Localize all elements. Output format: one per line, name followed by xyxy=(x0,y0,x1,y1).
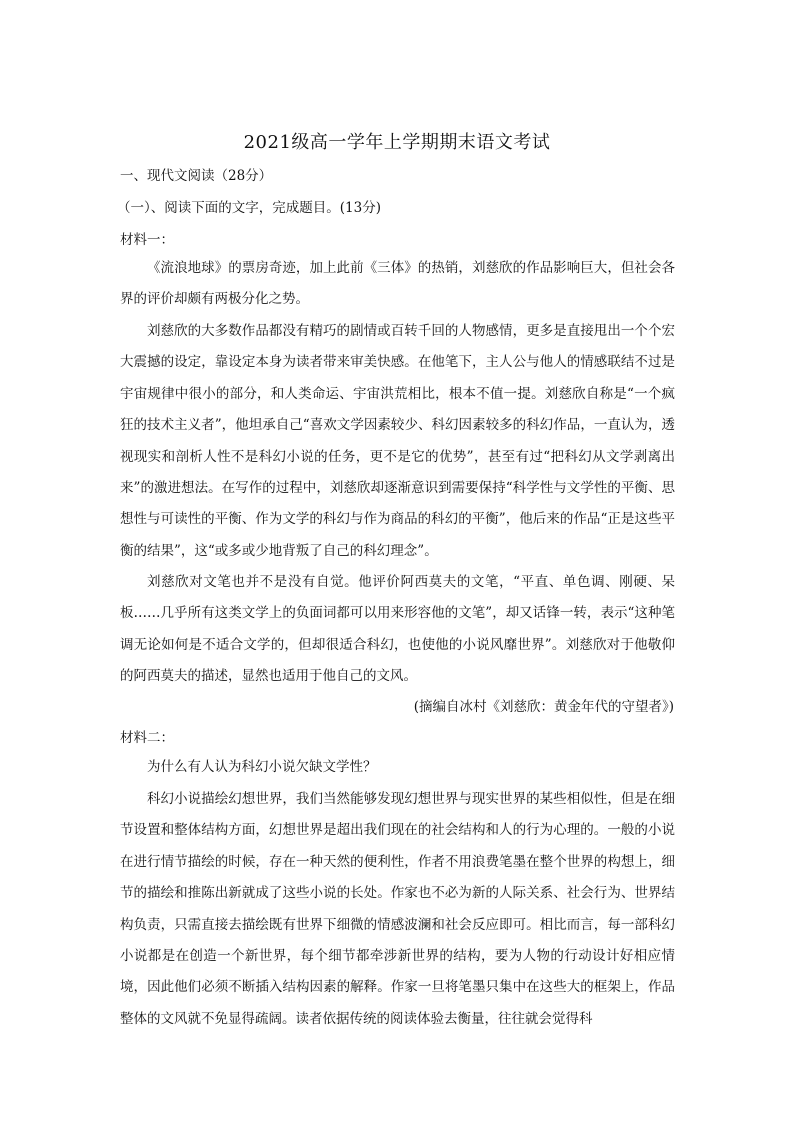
material-one-paragraph: 刘慈欣的大多数作品都没有精巧的剧情或百转千回的人物感情，更多是直接甩出一个个宏大震撼的设定，靠设定本身为读者带来审美快感。在他笔下，主人公与他人的情感联结不过是宇宙规律中很小的部分，和人类命运、宇宙洪荒相比，根本不值一提。刘慈欣自称是“一个疯狂的技术主义者”，他坦承自己“喜欢文学因素较少、科幻因素较多的科幻作品，一直认为，透视现实和剖析人性不是科幻小说的任务，更不是它的优势”，甚至有过“把科幻从文学剥离出来”的激进想法。在写作的过程中，刘慈欣却逐渐意识到需要保持“科学性与文学性的平衡、思想性与可读性的平衡、作为文学的科幻与作为商品的科幻的平衡”，他后来的作品“正是这些平衡的结果”，这“或多或少地背叛了自己的科幻理念”。 xyxy=(120,323,675,559)
material-one-paragraph: 《流浪地球》的票房奇迹，加上此前《三体》的热销，刘慈欣的作品影响巨大，但社会各界的评价却颇有两极分化之势。 xyxy=(120,260,675,308)
material-one-paragraph: 刘慈欣对文笔也并不是没有自觉。他评价阿西莫夫的文笔，“平直、单色调、刚硬、呆板……几乎所有这类文学上的负面词都可以用来形容他的文笔”，却又话锋一转，表示“这种笔调无论如何是不适合文学的，但却很适合科幻，也使他的小说风靡世界”。刘慈欣对于他敬仰的阿西莫夫的描述，显然也适用于他自己的文风。 xyxy=(120,574,675,685)
material-two-paragraph: 为什么有人认为科幻小说欠缺文学性？ xyxy=(147,759,377,775)
material-two-paragraph: 科幻小说描绘幻想世界，我们当然能够发现幻想世界与现实世界的某些相似性，但是在细节设置和整体结构方面，幻想世界是超出我们现在的社会结构和人的行为心理的。一般的小说在进行情节描绘的时候，存在一种天然的便利性，作者不用浪费笔墨在整个世界的构想上，细节的描绘和推陈出新就成了这些小说的长处。作家也不必为新的人际关系、社会行为、世界结构负责，只需直接去描绘既有世界下细微的情感波澜和社会反应即可。相比而言，每一部科幻小说都是在创造一个新世界，每个细节都牵涉新世界的结构，要为人物的行动设计好相应情境，因此他们必须不断插入结构因素的解释。作家一旦将笔墨只集中在这些大的框架上，作品整体的文风就不免显得疏阔。读者依据传统的阅读体验去衡量，往往就会觉得科 xyxy=(120,791,675,1027)
material-two-label: 材料二： xyxy=(120,730,174,746)
page-title: 2021级高一学年上学期期末语文考试 xyxy=(243,132,551,153)
source-citation: (摘编自冰村《刘慈欣：黄金年代的守望者》) xyxy=(413,699,674,715)
subsection-heading: （一）、阅读下面的文字，完成题目。(13分) xyxy=(117,200,381,216)
material-one-label: 材料一： xyxy=(120,232,174,248)
section-heading: 一、现代文阅读（28分） xyxy=(120,168,273,184)
